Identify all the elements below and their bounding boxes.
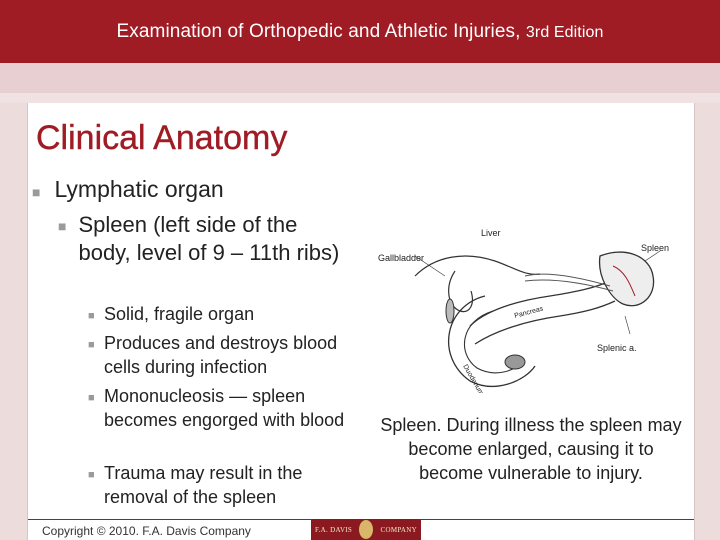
bullet-square-icon: ■ (88, 392, 95, 404)
bullet-text: Solid, fragile organ (104, 304, 255, 324)
bullet-square-icon: ■ (58, 218, 67, 234)
bullet-square-icon: ■ (88, 339, 95, 351)
bullet-square-icon: ■ (88, 310, 95, 322)
label-pancreas: Pancreas (513, 305, 545, 320)
bullet-text: Spleen (left side of the body, level of 9 – 11th ribs) (78, 212, 340, 265)
copyright-text: Copyright © 2010. F.A. Davis Company (42, 524, 251, 538)
bullet-text: Trauma may result in the removal of the spleen (104, 463, 303, 507)
header-bar (0, 0, 720, 63)
bullet-square-icon: ■ (88, 469, 95, 481)
bullet-text: Mononucleosis — spleen becomes engorged with blood (104, 386, 345, 430)
bullet-level-3 (88, 461, 358, 509)
logo-emblem-icon (359, 520, 373, 539)
bullet-level-3 (88, 384, 358, 432)
label-spleen: Spleen (641, 243, 670, 253)
book-title-text: Examination of Orthopedic and Athletic Injuries, (116, 20, 521, 42)
publisher-logo (311, 519, 421, 540)
header-stripe-light (0, 93, 720, 103)
bullet-level-3 (88, 302, 358, 328)
logo-left-text: F.A. DAVIS (315, 525, 353, 534)
slide-footer (28, 519, 694, 540)
bullet-square-icon: ■ (32, 184, 41, 200)
bullet-level-3 (88, 331, 358, 379)
label-gallbladder: Gallbladder (378, 253, 425, 263)
header-stripe (0, 63, 720, 93)
figure-caption: Spleen. During illness the spleen may become enlarged, causing it to become vulnerable to injury. (380, 415, 682, 483)
edition-text: 3rd Edition (525, 23, 604, 41)
label-duodenum: Duodenum (461, 363, 485, 393)
slide-content (28, 103, 694, 540)
logo-right-text: COMPANY (380, 525, 417, 534)
bullet-text: Produces and destroys blood cells during infection (104, 333, 338, 377)
label-splenic-artery: Splenic a. (597, 343, 637, 353)
spleen-anatomy-figure (375, 216, 685, 393)
bullet-level-2 (58, 211, 348, 267)
label-liver: Liver (481, 228, 501, 238)
spleen-illustration (375, 216, 685, 393)
book-title (116, 21, 603, 43)
bullet-text: Lymphatic organ (54, 176, 224, 202)
bullet-level-1 (32, 176, 224, 203)
slide-title: Clinical Anatomy (36, 119, 288, 157)
